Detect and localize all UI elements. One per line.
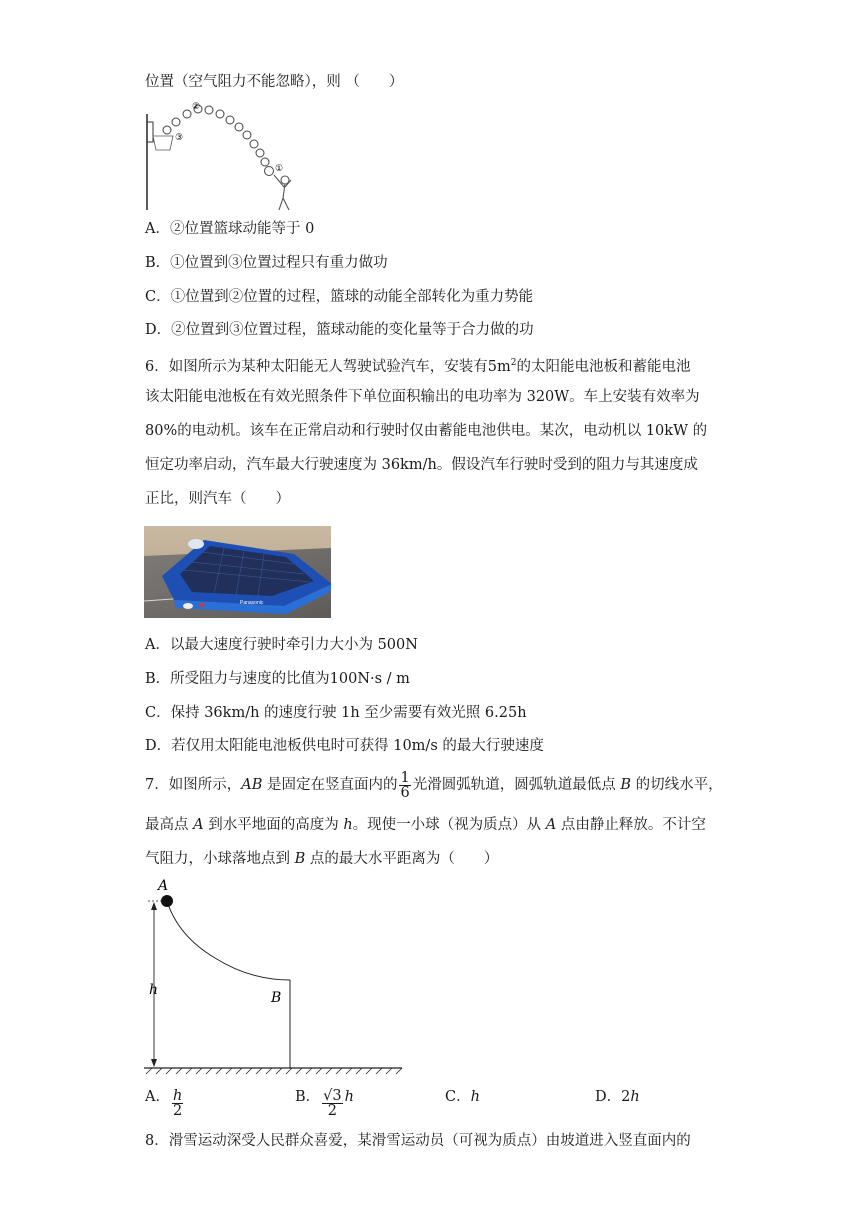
q6-option-a: A．以最大速度行驶时牵引力大小为 500N (145, 637, 418, 653)
q7-option-b-prefix: B． (295, 1089, 321, 1105)
q7-height-h: h (343, 817, 353, 833)
q7-ab: AB (241, 777, 263, 793)
arc-track-figure (140, 876, 404, 1078)
q7-line-2 (145, 815, 706, 835)
q7-line-2-b: 到水平地面的高度为 (203, 817, 344, 833)
q5-option-d: D．②位置到③位置过程，篮球动能的变化量等于合力做的功 (145, 322, 534, 338)
q6-area-exp: 2 (510, 358, 517, 368)
solar-car-photo (144, 526, 331, 618)
q7-line-1-c: 光滑圆弧轨道，圆弧轨道最低点 (412, 777, 621, 793)
position-3-label: ③ (175, 133, 184, 143)
q7-line-1-d: 的切线水平， (630, 777, 723, 793)
q6-option-b: B．所受阻力与速度的比值为100N·s / m (145, 671, 410, 687)
q7-line-2-a: 最高点 (145, 817, 194, 833)
q6-option-c: C．保持 36km/h 的速度行驶 1h 至少需要有效光照 6.25h (145, 705, 527, 721)
q5-option-a: A．②位置篮球动能等于 0 (145, 221, 315, 237)
q7-option-a-frac (172, 1089, 183, 1118)
q6-line-1-b: 的太阳能电池板和蓄能电池 (516, 358, 691, 375)
q5-option-c: C．①位置到②位置的过程，篮球的动能全部转化为重力势能 (145, 289, 534, 305)
q7-line-2-c: 。现使一小球（视为质点）从 (352, 817, 546, 833)
q7-option-b-num: √3 (323, 1088, 342, 1104)
q7-frac-num: 1 (400, 769, 410, 786)
q6-line-5: 正比，则汽车（ ） (145, 491, 290, 507)
fig-label-h: h (149, 982, 159, 998)
q7-option-d (595, 1085, 640, 1106)
position-1-label: ① (275, 164, 284, 174)
q7-option-d-prefix: D． (595, 1089, 622, 1105)
q7-point-b-2: B (294, 851, 306, 867)
q7-option-c-prefix: C． (445, 1089, 471, 1105)
q7-option-a-num: h (172, 1088, 183, 1104)
q7-line-3-b: 点的最大水平距离为（ ） (305, 851, 499, 867)
q6-line-2: 该太阳能电池板在有效光照条件下单位面积输出的电功率为 320W。车上安装有效率为 (145, 389, 700, 405)
q7-one-sixth (399, 771, 410, 800)
q7-line-2-d: 点由静止释放。不计空 (556, 817, 706, 833)
q7-line-1 (145, 768, 723, 802)
q7-option-b-den: 2 (327, 1103, 337, 1119)
q7-option-b-h: h (344, 1089, 354, 1105)
q7-option-d-coef: 2 (621, 1089, 631, 1105)
fig-label-a: A (158, 878, 169, 894)
q8-line-1: 8．滑雪运动深受人民群众喜爱，某滑雪运动员（可视为质点）由坡道进入竖直面内的 (145, 1133, 691, 1149)
q7-option-a-prefix: A． (145, 1089, 170, 1105)
q7-line-1-b: 是固定在竖直面内的 (262, 777, 398, 793)
car-brand-text: Panasonic (240, 600, 264, 606)
q7-point-a-2: A (545, 817, 557, 833)
q6-line-1-a: 6．如图所示为某种太阳能无人驾驶试验汽车，安装有 (145, 358, 488, 375)
q7-option-d-h: h (630, 1089, 640, 1105)
q5-option-b: B．①位置到③位置过程只有重力做功 (145, 255, 388, 271)
q7-option-c (445, 1085, 480, 1106)
q7-option-c-h: h (470, 1089, 480, 1105)
q7-frac-den: 6 (400, 784, 410, 801)
q7-option-a-den: 2 (173, 1103, 183, 1119)
q7-option-a (145, 1085, 185, 1118)
q5-stem: 位置（空气阻力不能忽略），则 （ ） (145, 74, 404, 90)
position-2-label: ② (192, 102, 201, 112)
q7-line-3 (145, 849, 498, 869)
q7-option-b-frac (322, 1089, 342, 1118)
q6-line-3: 80%的电动机。该车在正常启动和行驶时仅由蓄能电池供电。某次，电动机以 10kW 的 (145, 423, 708, 439)
q7-line-1-a: 7．如图所示， (145, 777, 242, 793)
basketball-trajectory-figure (143, 100, 303, 212)
q6-option-d: D．若仅用太阳能电池板供电时可获得 10m/s 的最大行驶速度 (145, 738, 544, 754)
q7-line-3-a: 气阻力，小球落地点到 (145, 851, 295, 867)
fig-label-b: B (271, 990, 282, 1006)
q6-area: 5m (487, 358, 511, 375)
q7-point-b: B (620, 777, 631, 793)
q7-option-b (295, 1085, 354, 1118)
q7-point-a: A (193, 817, 204, 833)
q6-line-4: 恒定功率启动，汽车最大行驶速度为 36km/h。假设汽车行驶时受到的阻力与其速度成 (145, 457, 698, 473)
q6-line-1 (145, 353, 690, 377)
